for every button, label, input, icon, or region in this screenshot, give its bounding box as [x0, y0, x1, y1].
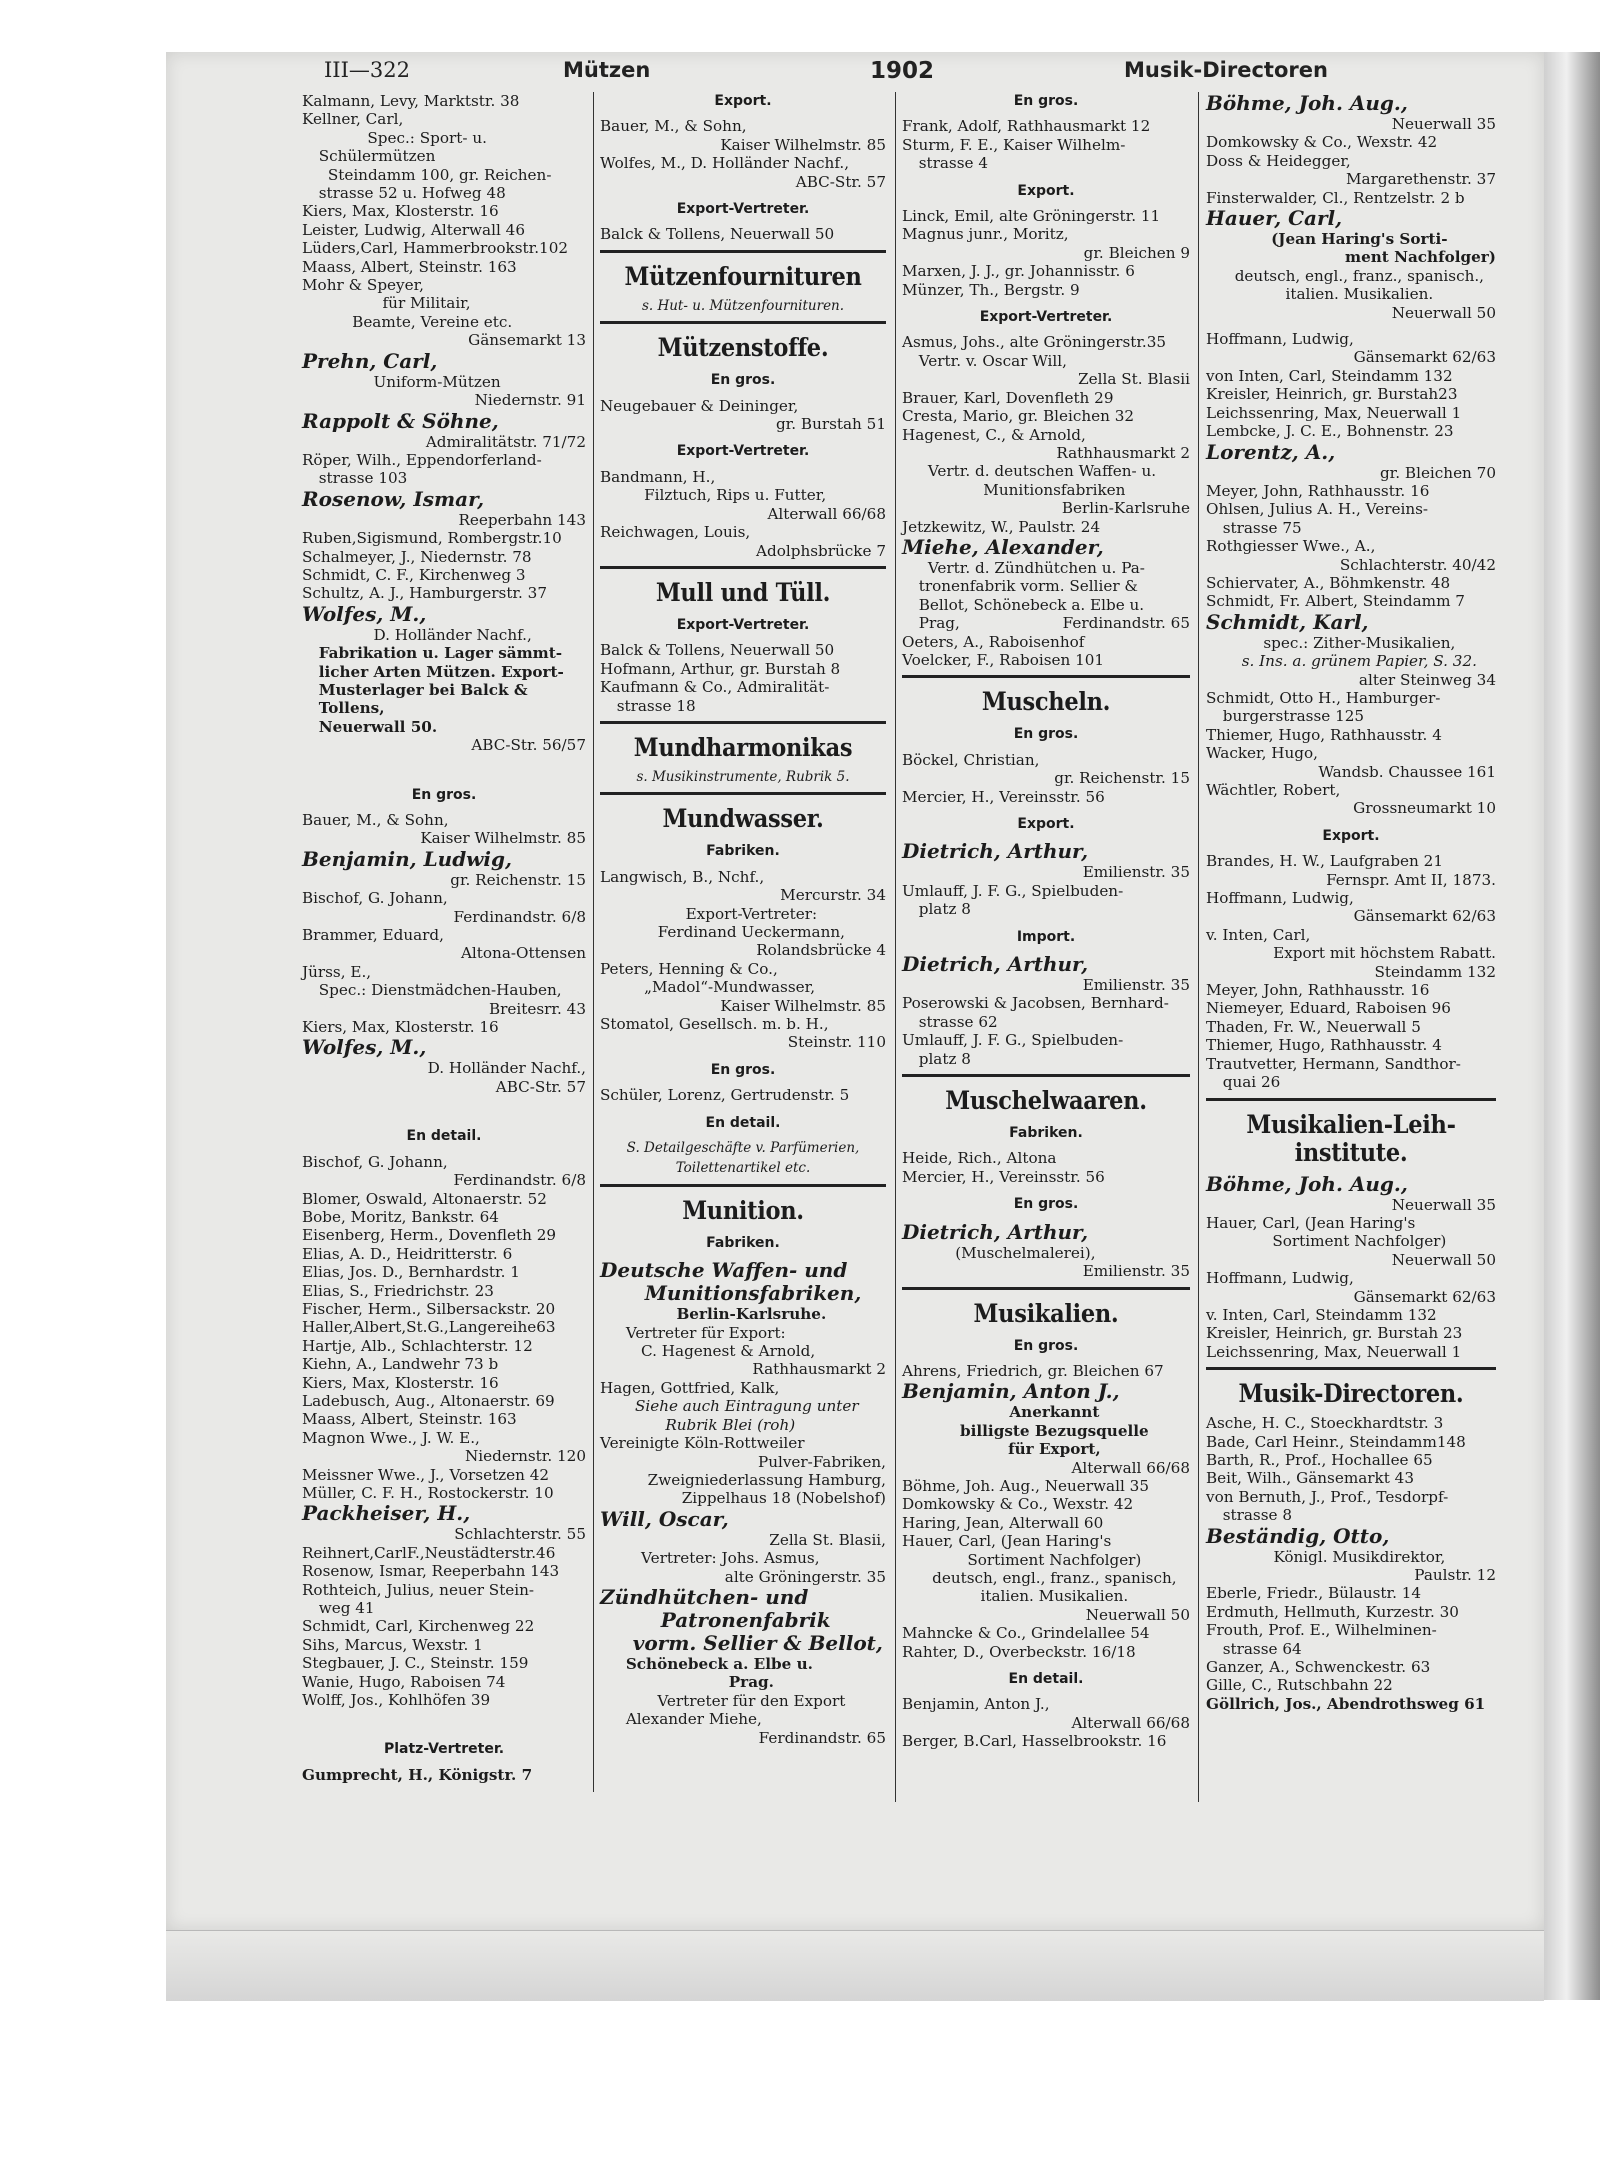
subheading: Export.: [1322, 827, 1380, 844]
entry: Meyer, John, Rathhausstr. 16: [1206, 481, 1430, 500]
entry: Schmidt, C. F., Kirchenweg 3: [302, 565, 526, 584]
entry: Hagen, Gottfried, Kalk, Siehe auch Eintragung unter Rubrik Blei (roh): [600, 1378, 859, 1434]
section-rule: [600, 792, 886, 795]
entry: Schmidt, Otto H., Hamburger- burgerstrasse 125: [1206, 688, 1441, 726]
section-heading: Musikalien-Leih-: [1246, 1109, 1456, 1139]
entry: von Bernuth, J., Prof., Tesdorpf- strasse 8: [1206, 1487, 1449, 1525]
section-rule: [902, 1287, 1190, 1290]
entry-highlight: Rosenow, Ismar, Reeperbahn 143: [302, 486, 586, 529]
entry-highlight: Prehn, Carl, Uniform-Mützen Niedernstr. 91: [302, 348, 586, 410]
entry: Elias, S., Friedrichstr. 23: [302, 1281, 494, 1300]
subheading: En gros.: [1013, 1337, 1079, 1354]
subheading: En gros.: [710, 1061, 776, 1078]
entry: Beit, Wilh., Gänsemarkt 43: [1206, 1469, 1415, 1488]
cross-reference: s. Hut- u. Mützenfournituren.: [641, 297, 845, 314]
entry: Umlauff, J. F. G., Spielbuden- platz 8: [902, 1031, 1124, 1068]
entry: v. Inten, Carl, Steindamm 132: [1206, 1305, 1437, 1324]
entry: Wolfes, M., D. Holländer Nachf., ABC-Str. 57: [600, 154, 886, 191]
entry: Heide, Rich., Altona: [902, 1149, 1057, 1168]
entry: Vereinigte Köln-Rottweiler Pulver-Fabriken, Zweigniederlassung Hamburg, Zippelhaus 18 (Nobelshof): [600, 1434, 886, 1508]
entry-highlight: Rappolt & Söhne, Admiralitätstr. 71/72: [302, 408, 586, 451]
entry: Oeters, A., Raboisenhof: [902, 632, 1085, 651]
entry: Kiers, Max, Klosterstr. 16: [302, 1018, 499, 1037]
entry: Trautvetter, Hermann, Sandthor- quai 26: [1206, 1054, 1461, 1092]
entry: Domkowsky & Co., Wexstr. 42: [902, 1495, 1134, 1514]
entry: Magnon Wwe., J. W. E., Niedernstr. 120: [302, 1428, 586, 1466]
section-heading-cont: institute.: [1294, 1137, 1408, 1167]
subheading: En gros.: [411, 786, 477, 803]
entry: Maass, Albert, Steinstr. 163: [302, 257, 517, 276]
entry: Elias, Jos. D., Bernhardstr. 1: [302, 1263, 520, 1282]
entry-highlight: Lorentz, A., gr. Bleichen 70: [1206, 439, 1496, 482]
subheading: En detail.: [705, 1114, 781, 1131]
section-heading: Muscheln.: [981, 687, 1111, 717]
entry: Hoffmann, Ludwig, Gänsemarkt 62/63: [1206, 330, 1496, 367]
entry: Maass, Albert, Steinstr. 163: [302, 1410, 517, 1429]
section-heading: Muschelwaaren.: [945, 1086, 1147, 1116]
column-rule: [1198, 92, 1199, 1802]
entry-highlight: Packheiser, H., Schlachterstr. 55: [302, 1501, 586, 1544]
subheading: Export.: [1017, 816, 1075, 833]
entry: Peters, Henning & Co., „Madol“-Mundwasser, Kaiser Wilhelmstr. 85: [600, 959, 886, 1015]
entry: Schultz, A. J., Hamburgerstr. 37: [302, 584, 548, 603]
section-heading: Mützenfournituren: [624, 261, 862, 291]
entry: Wacker, Hugo, Wandsb. Chaussee 161: [1206, 744, 1496, 781]
entry: Reihnert,CarlF.,Neustädterstr.46: [302, 1543, 556, 1562]
entry: Kreisler, Heinrich, gr. Burstah23: [1206, 385, 1458, 404]
entry: Ganzer, A., Schwenckestr. 63: [1206, 1658, 1431, 1677]
section-heading: Mützenstoffe.: [657, 333, 829, 363]
entry: Kreisler, Heinrich, gr. Burstah 23: [1206, 1324, 1463, 1343]
section-heading: Musikalien.: [973, 1298, 1119, 1328]
entry: Mahncke & Co., Grindelallee 54: [902, 1624, 1150, 1643]
subheading: Export.: [1017, 182, 1075, 199]
entry: Rothteich, Julius, neuer Stein- weg 41: [302, 1580, 535, 1618]
entry: Hofmann, Arthur, gr. Burstah 8: [600, 659, 841, 678]
entry: Wolff, Jos., Kohlhöfen 39: [302, 1691, 491, 1710]
subheading: En gros.: [1013, 726, 1079, 743]
entry: Balck & Tollens, Neuerwall 50: [600, 641, 835, 660]
entry: Brauer, Karl, Dovenfleth 29: [902, 388, 1114, 407]
entry: Bischof, G. Johann, Ferdinandstr. 6/8: [302, 1152, 586, 1190]
entry: Hagenest, C., & Arnold, Rathhausmarkt 2 Vertr. d. deutschen Waffen- u. Munitionsfabriken Berlin-Karlsruhe: [902, 425, 1190, 518]
entry-highlight: Wolfes, M., D. Holländer Nachf., Fabrikation u. Lager sämmt- licher Arten Mützen. Export- Musterlager bei Balck & Tollens, Neuerwall 50. ABC-Str. 56/57: [302, 601, 586, 755]
entry: Hoffmann, Ludwig, Gänsemarkt 62/63: [1206, 889, 1496, 926]
entry: Wächtler, Robert, Grossneumarkt 10: [1206, 781, 1496, 818]
entry: Blomer, Oswald, Altonaerstr. 52: [302, 1189, 547, 1208]
entry: Domkowsky & Co., Wexstr. 42: [1206, 133, 1438, 152]
entry: Ladebusch, Aug., Altonaerstr. 69: [302, 1391, 555, 1410]
entry: Rahter, D., Overbeckstr. 16/18: [902, 1642, 1136, 1661]
section-rule: [600, 1184, 886, 1187]
entry: Kaufmann & Co., Admiralität- strasse 18: [600, 678, 830, 715]
subheading: Export.: [714, 93, 772, 109]
entry: Lembcke, J. C. E., Bohnenstr. 23: [1206, 422, 1454, 441]
entry: Langwisch, B., Nchf., Mercurstr. 34 Export-Vertreter: Ferdinand Ueckermann, Rolandsbrücke 4: [600, 867, 886, 960]
entry-highlight: Benjamin, Ludwig, gr. Reichenstr. 15: [302, 846, 586, 889]
entry: Haring, Jean, Alterwall 60: [902, 1513, 1104, 1532]
page-edge: [1544, 52, 1600, 2000]
entry: Eberle, Friedr., Bülaustr. 14: [1206, 1584, 1422, 1603]
entry: Rosenow, Ismar, Reeperbahn 143: [302, 1562, 560, 1581]
entry: Hauer, Carl, (Jean Haring's Sortiment Nachfolger) Neuerwall 50: [1206, 1213, 1496, 1269]
section-rule: [600, 566, 886, 569]
entry: Stomatol, Gesellsch. m. b. H., Steinstr. 110: [600, 1015, 886, 1052]
entry: Brammer, Eduard, Altona-Ottensen: [302, 926, 586, 963]
entry: Haller,Albert,St.G.,Langereihe63: [302, 1318, 556, 1337]
entry: Umlauff, J. F. G., Spielbuden- platz 8: [902, 881, 1124, 919]
entry: Benjamin, Anton J., Alterwall 66/68: [902, 1695, 1190, 1732]
entry: Thiemer, Hugo, Rathhausstr. 4: [1206, 725, 1442, 744]
header-year: 1902: [870, 58, 935, 84]
entry: Bauer, M., & Sohn, Kaiser Wilhelmstr. 85: [600, 117, 886, 154]
entry: Sihs, Marcus, Wexstr. 1: [302, 1635, 483, 1654]
entry: Kellner, Carl, Spec.: Sport- u. Schülermützen Steindamm 100, gr. Reichen- strasse 52 u. Hofweg 48: [302, 110, 552, 203]
entry: Hoffmann, Ludwig, Gänsemarkt 62/63: [1206, 1269, 1496, 1306]
entry: Meissner Wwe., J., Vorsetzen 42: [302, 1465, 550, 1484]
entry: Fischer, Herm., Silbersackstr. 20: [302, 1299, 556, 1318]
entry: Lüders,Carl, Hammerbrookstr.102: [302, 239, 569, 258]
entry: Voelcker, F., Raboisen 101: [902, 650, 1105, 669]
entry: Bandmann, H., Filztuch, Rips u. Futter, Alterwall 66/68: [600, 467, 886, 523]
entry: Böckel, Christian, gr. Reichenstr. 15: [902, 750, 1190, 788]
cross-reference: s. Musikinstrumente, Rubrik 5.: [636, 768, 850, 785]
entry: v. Inten, Carl, Export mit höchstem Rabatt. Steindamm 132: [1206, 925, 1496, 981]
entry: Linck, Emil, alte Gröningerstr. 11: [902, 207, 1161, 226]
entry: Bobe, Moritz, Bankstr. 64: [302, 1207, 499, 1226]
entry: Eisenberg, Herm., Dovenfleth 29: [302, 1226, 557, 1245]
entry: Gille, C., Rutschbahn 22: [1206, 1676, 1393, 1695]
subheading: En gros.: [1013, 1196, 1079, 1213]
entry: Schmidt, Fr. Albert, Steindamm 7: [1206, 592, 1465, 611]
entry-highlight: Zündhütchen- und Patronenfabrik vorm. Sellier & Bellot, Schönebeck a. Elbe u. Prag. Vertreter für den Export Alexander Miehe, Ferdinandstr. 65: [600, 1584, 886, 1747]
entry: Müller, C. F. H., Rostockerstr. 10: [302, 1484, 554, 1502]
entry: Mohr & Speyer, für Militair, Beamte, Vereine etc. Gänsemarkt 13: [302, 276, 586, 350]
entry: Mercier, H., Vereinsstr. 56: [902, 787, 1105, 806]
entry: Cresta, Mario, gr. Bleichen 32: [902, 407, 1135, 426]
cross-reference: Toilettenartikel etc.: [675, 1160, 811, 1177]
entry: Thiemer, Hugo, Rathhausstr. 4: [1206, 1036, 1442, 1055]
entry: Kalmann, Levy, Marktstr. 38: [302, 92, 520, 110]
entry: Bade, Carl Heinr., Steindamm148: [1206, 1432, 1466, 1451]
section-rule: [1206, 1098, 1496, 1101]
page-number: III—322: [324, 58, 410, 82]
entry: Niemeyer, Eduard, Raboisen 96: [1206, 999, 1451, 1018]
entry-highlight: Böhme, Joh. Aug., Neuerwall 35: [1206, 1171, 1496, 1214]
entry: Doss & Heidegger, Margarethenstr. 37: [1206, 151, 1496, 189]
entry-highlight: Schmidt, Karl, spec.: Zither-Musikalien, s. Ins. a. grünem Papier, S. 32. alter Steinweg 34: [1206, 609, 1496, 689]
entry-highlight: Dietrich, Arthur, Emilienstr. 35: [902, 839, 1190, 882]
subheading: Export-Vertreter.: [979, 309, 1113, 326]
entry: Bischof, G. Johann, Ferdinandstr. 6/8: [302, 889, 586, 926]
subheading: Export-Vertreter.: [676, 443, 810, 460]
entry: Rothgiesser Wwe., A., Schlachterstr. 40/42: [1206, 537, 1496, 574]
subheading: Fabriken.: [706, 843, 780, 860]
entry: Marxen, J. J., gr. Johannisstr. 6: [902, 262, 1135, 281]
entry: Neugebauer & Deininger, gr. Burstah 51: [600, 396, 886, 434]
entry: Stegbauer, J. C., Steinstr. 159: [302, 1654, 529, 1673]
entry: Meyer, John, Rathhausstr. 16: [1206, 981, 1430, 1000]
entry: Ohlsen, Julius A. H., Vereins- strasse 75: [1206, 500, 1429, 537]
entry: Böhme, Joh. Aug., Neuerwall 35: [902, 1476, 1149, 1495]
entry-highlight: Beständig, Otto, Königl. Musikdirektor, Paulstr. 12: [1206, 1523, 1496, 1584]
entry: Erdmuth, Hellmuth, Kurzestr. 30: [1206, 1602, 1459, 1621]
section-rule: [902, 675, 1190, 678]
entry: Berger, B.Carl, Hasselbrookstr. 16: [902, 1732, 1167, 1751]
header-section-start: Mützen: [563, 58, 651, 82]
entry-highlight: Will, Oscar, Zella St. Blasii, Vertreter: Johs. Asmus, alte Gröningerstr. 35: [600, 1506, 886, 1586]
entry: Balck & Tollens, Neuerwall 50: [600, 225, 835, 244]
section-heading: Munition.: [682, 1195, 804, 1225]
section-rule: [600, 250, 886, 253]
entry: Kiers, Max, Klosterstr. 16: [302, 1373, 499, 1392]
entry: Sturm, F. E., Kaiser Wilhelm- strasse 4: [902, 135, 1126, 173]
entry: Gumprecht, H., Königstr. 7: [302, 1765, 533, 1784]
section-rule: [600, 321, 886, 324]
entry: Jürss, E., Spec.: Dienstmädchen-Hauben, Breitesrr. 43: [302, 962, 586, 1018]
entry-highlight: Wolfes, M., D. Holländer Nachf., ABC-Str. 57: [302, 1035, 586, 1096]
subheading: Fabriken.: [706, 1234, 780, 1251]
page-bottom-edge: [166, 1930, 1544, 2001]
entry: Leichssenring, Max, Neuerwall 1: [1206, 403, 1462, 422]
subheading: Export-Vertreter.: [676, 201, 810, 218]
entry: Reichwagen, Louis, Adolphsbrücke 7: [600, 523, 886, 560]
subheading: En detail.: [406, 1128, 482, 1145]
entry: Hartje, Alb., Schlachterstr. 12: [302, 1336, 533, 1355]
column-1: [302, 92, 586, 1784]
subheading: Fabriken.: [1009, 1125, 1083, 1142]
entry-highlight: Miehe, Alexander, Vertr. d. Zündhütchen u. Pa- tronenfabrik vorm. Sellier & Bellot, Schönebeck a. Elbe u. Prag, Ferdinandstr. 65: [902, 534, 1190, 633]
entry: Göllrich, Jos., Abendrothsweg 61: [1206, 1694, 1486, 1713]
column-rule: [895, 92, 896, 1802]
entry: Asmus, Johs., alte Gröningerstr.35 Vertr. v. Oscar Will, Zella St. Blasii: [902, 333, 1190, 389]
section-heading: Mundharmonikas: [633, 732, 853, 762]
entry: von Inten, Carl, Steindamm 132: [1206, 366, 1453, 385]
entry: Schalmeyer, J., Niedernstr. 78: [302, 547, 532, 566]
entry: Kiers, Max, Klosterstr. 16: [302, 202, 499, 221]
entry: Leister, Ludwig, Alterwall 46: [302, 220, 525, 239]
section-rule: [1206, 1367, 1496, 1370]
entry: Leichssenring, Max, Neuerwall 1: [1206, 1342, 1462, 1361]
section-heading: Musik-Directoren.: [1238, 1379, 1464, 1409]
entry: Röper, Wilh., Eppendorferland- strasse 103: [302, 450, 542, 488]
section-heading: Mundwasser.: [662, 804, 824, 834]
column-3: [902, 92, 1190, 1751]
entry: Münzer, Th., Bergstr. 9: [902, 280, 1080, 299]
entry-highlight: Benjamin, Anton J., Anerkannt billigste Bezugsquelle für Export, Alterwall 66/68: [902, 1379, 1190, 1477]
entry: Finsterwalder, Cl., Rentzelstr. 2 b: [1206, 188, 1465, 207]
entry: Frouth, Prof. E., Wilhelminen- strasse 64: [1206, 1621, 1437, 1658]
entry: Hauer, Carl, (Jean Haring's Sortiment Nachfolger) deutsch, engl., franz., spanisch, italien. Musikalien. Neuerwall 50: [902, 1532, 1190, 1624]
entry: Schiervater, A., Böhmkenstr. 48: [1206, 573, 1451, 592]
column-4: [1206, 92, 1496, 1713]
entry: Schüler, Lorenz, Gertrudenstr. 5: [600, 1086, 850, 1105]
entry-highlight: Böhme, Joh. Aug., Neuerwall 35: [1206, 91, 1496, 133]
entry: Magnus junr., Moritz, gr. Bleichen 9: [902, 225, 1190, 262]
entry-highlight: Dietrich, Arthur, Emilienstr. 35: [902, 952, 1190, 995]
subheading: Import.: [1016, 928, 1076, 945]
entry: Jetzkewitz, W., Paulstr. 24: [902, 517, 1101, 536]
entry: Frank, Adolf, Rathhausmarkt 12: [902, 117, 1151, 136]
entry: Thaden, Fr. W., Neuerwall 5: [1206, 1017, 1421, 1036]
entry: Schmidt, Carl, Kirchenweg 22: [302, 1617, 535, 1636]
subheading: Platz-Vertreter.: [383, 1741, 505, 1758]
section-rule: [600, 721, 886, 724]
cross-reference: S. Detailgeschäfte v. Parfümerien,: [626, 1140, 860, 1157]
subheading: En gros.: [710, 372, 776, 389]
entry: Ruben,Sigismund, Rombergstr.10: [302, 529, 562, 548]
subheading: En detail.: [1008, 1671, 1084, 1688]
section-rule: [902, 1074, 1190, 1077]
entry: Asche, H. C., Stoeckhardtstr. 3: [1206, 1414, 1444, 1433]
header-section-end: Musik-Directoren: [1124, 58, 1328, 82]
entry: Barth, R., Prof., Hochallee 65: [1206, 1450, 1433, 1469]
left-margin: [0, 52, 166, 2000]
column-rule: [593, 92, 594, 1792]
entry-highlight: Deutsche Waffen- und Munitionsfabriken, Berlin-Karlsruhe. Vertreter für Export: C. Hagenest & Arnold, Rathhausmarkt 2: [600, 1258, 886, 1379]
subheading: En gros.: [1013, 93, 1079, 109]
entry: Poserowski & Jacobsen, Bernhard- strasse 62: [902, 994, 1169, 1031]
entry-highlight: Dietrich, Arthur, (Muschelmalerei), Emilienstr. 35: [902, 1219, 1190, 1281]
section-heading: Mull und Tüll.: [655, 577, 831, 607]
entry-highlight: Hauer, Carl, (Jean Haring's Sorti- ment Nachfolger) deutsch, engl., franz., spanisch., italien. Musikalien. Neuerwall 50: [1206, 206, 1496, 322]
entry: Kiehn, A., Landwehr 73 b: [302, 1355, 499, 1374]
entry: Mercier, H., Vereinsstr. 56: [902, 1167, 1105, 1186]
entry: Brandes, H. W., Laufgraben 21 Fernspr. Amt II, 1873.: [1206, 852, 1496, 889]
entry: Bauer, M., & Sohn, Kaiser Wilhelmstr. 85: [302, 811, 586, 848]
column-2: [600, 92, 886, 1747]
entry: Ahrens, Friedrich, gr. Bleichen 67: [902, 1361, 1164, 1380]
subheading: Export-Vertreter.: [676, 616, 810, 633]
entry: Wanie, Hugo, Raboisen 74: [302, 1672, 506, 1691]
entry: Elias, A. D., Heidritterstr. 6: [302, 1244, 513, 1263]
